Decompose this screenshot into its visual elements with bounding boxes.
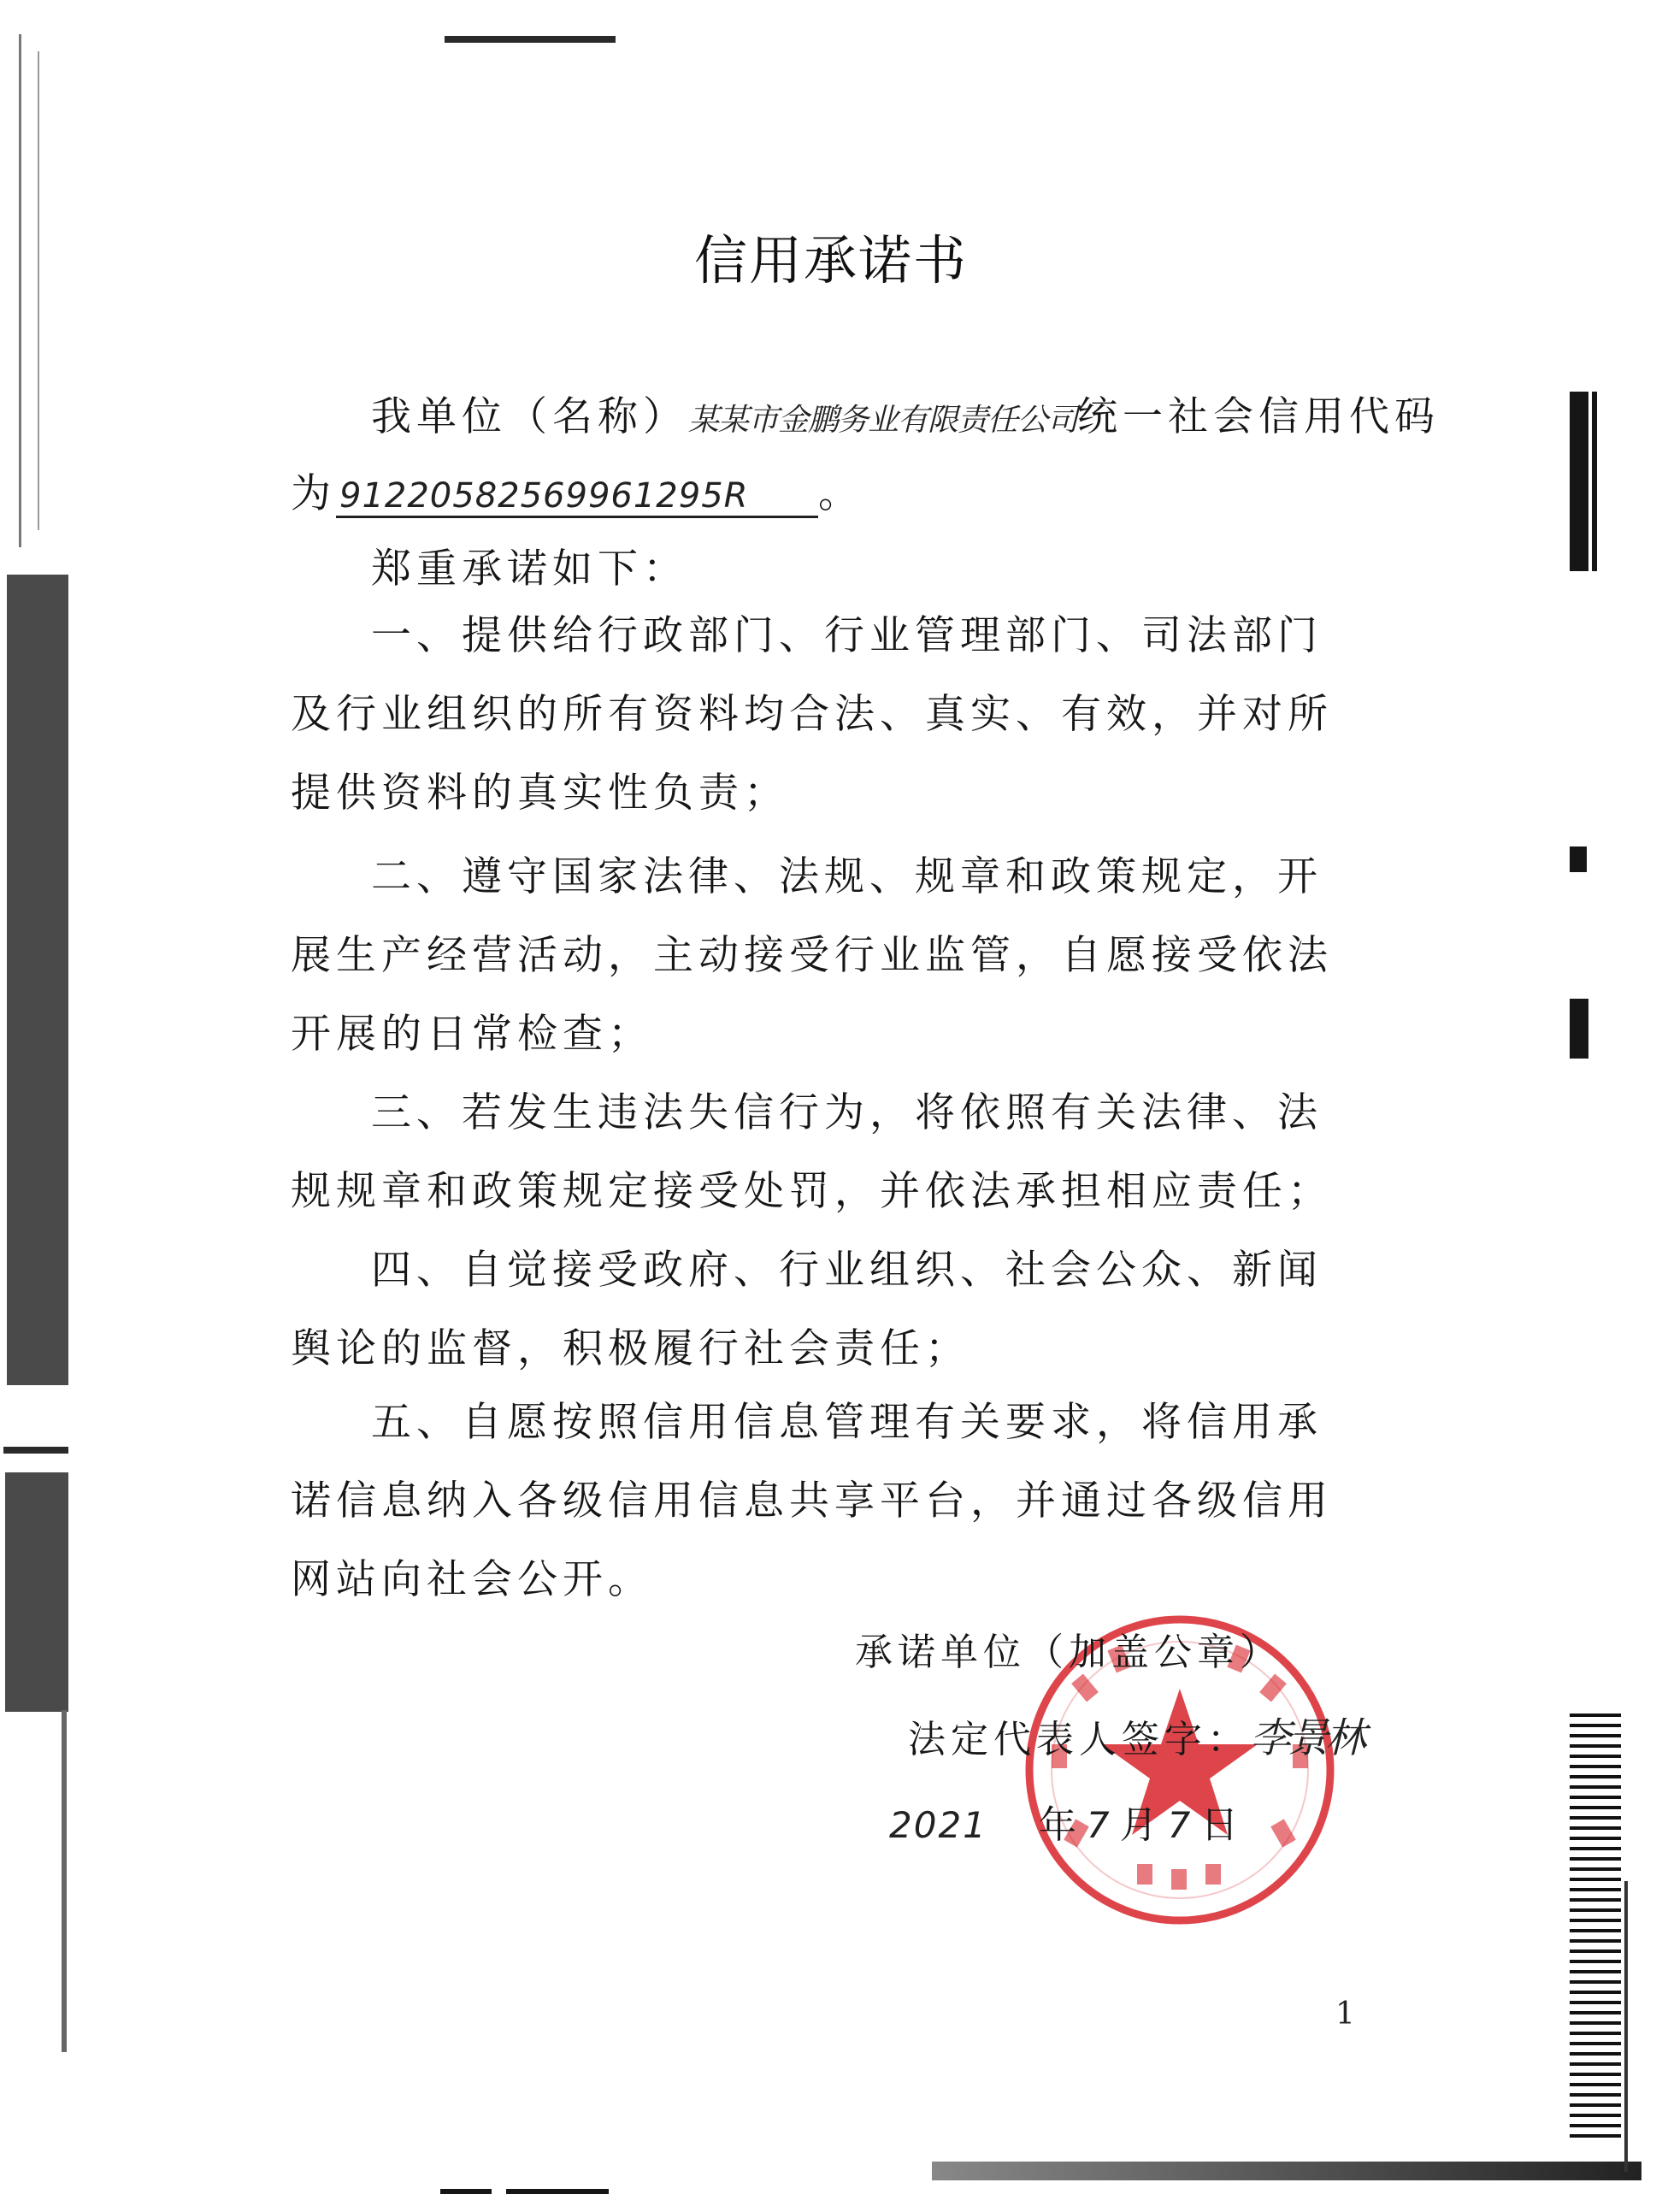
promise-item-3: 三、若发生违法失信行为，将依照有关法律、法规规章和政策规定接受处罚，并依法承担相应责任； <box>291 1089 1333 1215</box>
sign-unit-label: 承诺单位（加盖公章） <box>855 1631 1282 1674</box>
scan-right-block-1 <box>1570 392 1588 571</box>
promise-item-1: 一、提供给行政部门、行业管理部门、司法部门及行业组织的所有资料均合法、真实、有效，并对所提供资料的真实性负责； <box>291 612 1333 817</box>
date-year-handwritten: 2021 <box>889 1804 987 1846</box>
legal-rep-label: 法定代表人签字： <box>908 1718 1250 1761</box>
code-prefix: 为 <box>291 470 336 517</box>
promise-item-4: 四、自觉接受政府、行业组织、社会公众、新闻舆论的监督，积极履行社会责任； <box>291 1247 1323 1372</box>
date-month-handwritten: 7 <box>1086 1804 1115 1846</box>
document-title: 信用承诺书 <box>693 229 968 292</box>
scan-bottom-mark-2 <box>506 2189 609 2194</box>
scan-bottom-edge <box>932 2162 1641 2180</box>
scan-left-bar-lower <box>5 1472 68 1712</box>
credit-code-line <box>291 462 863 519</box>
legal-rep-line <box>908 1705 1363 1764</box>
scan-top-mark <box>445 36 616 43</box>
scan-bottom-mark-1 <box>440 2189 492 2194</box>
promise-item-5: 五、自愿按照信用信息管理有关要求，将信用承诺信息纳入各级信用信息共享平台，并通过各级信用网站向社会公开。 <box>291 1399 1333 1603</box>
company-line <box>371 385 1440 442</box>
legal-rep-signature: 李景林 <box>1250 1714 1364 1762</box>
credit-code-handwritten: 91220582569961295R <box>336 476 818 518</box>
page-number: 1 <box>1335 1997 1355 2032</box>
company-prefix: 我单位（名称） <box>371 393 688 440</box>
scan-left-bar-upper <box>7 575 68 1385</box>
date-line <box>889 1794 1243 1849</box>
date-year-label: 年 <box>1038 1803 1081 1847</box>
date-month-label: 月 <box>1119 1803 1163 1847</box>
scan-left-separator <box>3 1447 68 1454</box>
scan-right-block-4 <box>1570 999 1588 1059</box>
company-name-handwritten: 某某市金鹏务业有限责任公司 <box>688 403 1078 438</box>
company-suffix: 统一社会信用代码 <box>1077 393 1441 440</box>
scan-right-noise-lower <box>1570 1710 1621 2138</box>
promise-item-2: 二、遵守国家法律、法规、规章和政策规定，开展生产经营活动，主动接受行业监管，自愿接受依法开展的日常检查； <box>291 853 1333 1058</box>
code-suffix: 。 <box>818 470 863 517</box>
scan-right-block-2 <box>1592 392 1597 571</box>
scan-left-edge-lower <box>62 1710 67 2052</box>
scan-right-edge <box>1624 1881 1628 2172</box>
date-day-handwritten: 7 <box>1167 1804 1196 1846</box>
scan-right-block-3 <box>1570 846 1587 872</box>
promise-intro: 郑重承诺如下： <box>371 546 688 593</box>
date-day-label: 日 <box>1200 1803 1244 1847</box>
